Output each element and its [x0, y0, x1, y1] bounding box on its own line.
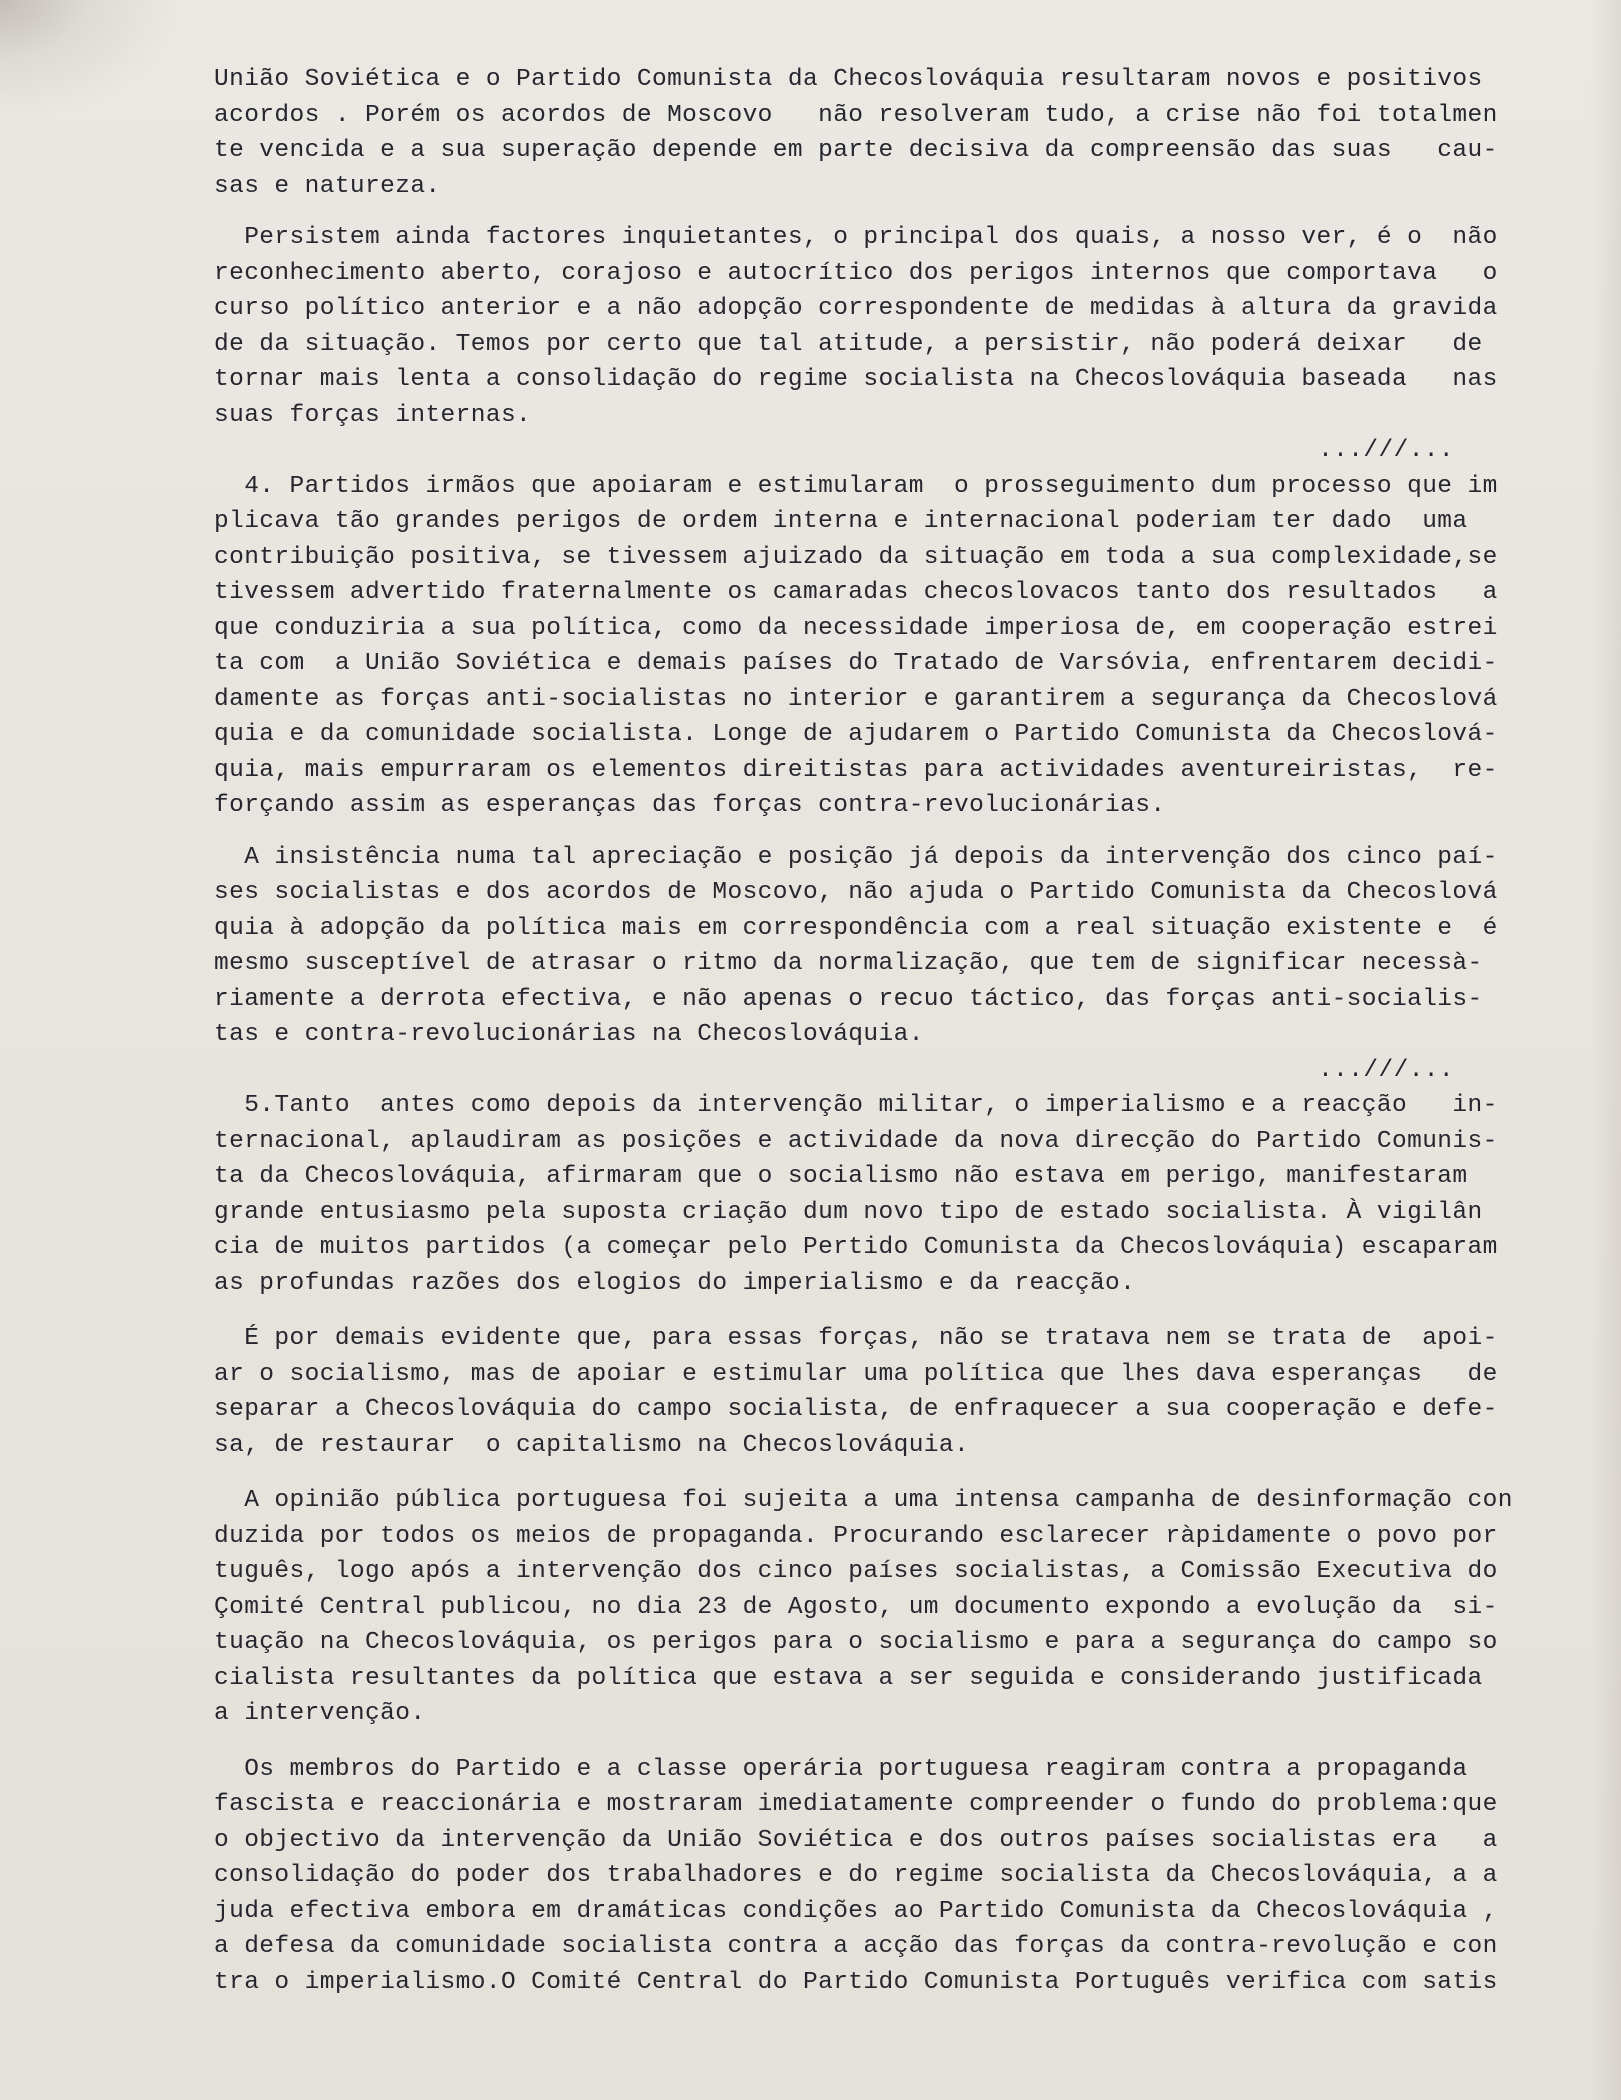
text-line: consolidação do poder dos trabalhadores e do regime socialista da Checoslováquia, a a [214, 1862, 1498, 1889]
text-line: ar o socialismo, mas de apoiar e estimular uma política que lhes dava esperanças de [214, 1360, 1498, 1388]
text-line: 4. Partidos irmãos que apoiaram e estimularam o prosseguimento dum processo que im [214, 472, 1498, 500]
text-line: damente as forças anti-socialistas no interior e garantirem a segurança da Checoslová [214, 685, 1498, 713]
text-line: grande entusiasmo pela suposta criação dum novo tipo de estado socialista. À vigilân [214, 1198, 1483, 1226]
text-line: ternacional, aplaudiram as posições e actividade da nova direcção do Partido Comunis- [214, 1127, 1498, 1155]
text-line: riamente a derrota efectiva, e não apenas o recuo táctico, das forças anti-socialis- [214, 985, 1483, 1013]
text-line: de da situação. Temos por certo que tal atitude, a persistir, não poderá deixar de [214, 330, 1483, 358]
text-line: tuguês, logo após a intervenção dos cinco países socialistas, a Comissão Executiva do [214, 1558, 1498, 1585]
text-line: quia à adopção da política mais em correspondência com a real situação existente e é [214, 914, 1498, 942]
text-line: ses socialistas e dos acordos de Moscovo, não ajuda o Partido Comunista da Checoslová [214, 879, 1498, 906]
text-line: quia, mais empurraram os elementos direitistas para actividades aventureiristas, re- [214, 756, 1498, 784]
text-line: sa, de restaurar o capitalismo na Checoslováquia. [214, 1431, 970, 1459]
paper-stain [0, 0, 180, 120]
text-line: te vencida e a sua superação depende em parte decisiva da compreensão das suas cau- [214, 137, 1498, 164]
text-line: duzida por todos os meios de propaganda. Procurando esclarecer ràpidamente o povo por [214, 1522, 1498, 1550]
text-line: juda efectiva embora em dramáticas condições ao Partido Comunista da Checoslováquia , [214, 1897, 1498, 1925]
text-line: ta da Checoslováquia, afirmaram que o socialismo não estava em perigo, manifestaram [214, 1163, 1468, 1190]
text-line: a defesa da comunidade socialista contra a acção das forças da contra-revolução e con [214, 1933, 1498, 1960]
text-line: tas e contra-revolucionárias na Checoslováquia. [214, 1021, 924, 1048]
text-line: cialista resultantes da política que estava a ser seguida e considerando justificada [214, 1664, 1483, 1692]
text-line: cia de muitos partidos (a começar pelo Pertido Comunista da Checoslováquia) escaparam [214, 1234, 1498, 1261]
text-line: A opinião pública portuguesa foi sujeita a uma intensa campanha de desinformação con [214, 1487, 1513, 1514]
paragraph [214, 1088, 1584, 1301]
text-line: acordos . Porém os acordos de Moscovo não resolveram tudo, a crise não foi totalmen [214, 101, 1498, 129]
paragraph [214, 1321, 1584, 1463]
text-line: tornar mais lenta a consolidação do regime socialista na Checoslováquia baseada nas [214, 366, 1498, 393]
text-line: ta com a União Soviética e demais países do Tratado de Varsóvia, enfrentarem decidi- [214, 650, 1498, 677]
paragraph [214, 840, 1584, 1053]
text-line: a intervenção. [214, 1700, 426, 1727]
text-line: reconhecimento aberto, corajoso e autocrítico dos perigos internos que comportava o [214, 259, 1498, 287]
text-line: fascista e reaccionária e mostraram imediatamente compreender o fundo do problema:que [214, 1791, 1498, 1818]
section-separator: ...///... [1318, 1056, 1454, 1084]
section-separator: ...///... [1318, 437, 1454, 464]
text-line: mesmo susceptível de atrasar o ritmo da normalização, que tem de significar necessà- [214, 950, 1483, 977]
text-line: Persistem ainda factores inquietantes, o principal dos quais, a nosso ver, é o não [214, 224, 1498, 251]
text-line: separar a Checoslováquia do campo socialista, de enfraquecer a sua cooperação e defe- [214, 1396, 1498, 1423]
paragraph [214, 1483, 1584, 1732]
text-line: Os membros do Partido e a classe operária portuguesa reagiram contra a propaganda [214, 1755, 1468, 1783]
text-line: A insistência numa tal apreciação e posição já depois da intervenção dos cinco paí- [214, 843, 1498, 871]
text-line: curso político anterior e a não adopção correspondente de medidas à altura da gravida [214, 295, 1498, 322]
text-line: suas forças internas. [214, 401, 532, 429]
text-line: as profundas razões dos elogios do imperialismo e da reacção. [214, 1269, 1136, 1297]
text-line: contribuição positiva, se tivessem ajuizado da situação em toda a sua complexidade,se [214, 543, 1498, 571]
text-line: que conduziria a sua política, como da necessidade imperiosa de, em cooperação estrei [214, 614, 1498, 642]
text-line: 5.Tanto antes como depois da intervenção militar, o imperialismo e a reacção in- [214, 1092, 1498, 1119]
text-line: forçando assim as esperanças das forças contra-revolucionárias. [214, 792, 1166, 819]
text-line: Çomité Central publicou, no dia 23 de Agosto, um documento expondo a evolução da si- [214, 1593, 1498, 1621]
text-line: tuação na Checoslováquia, os perigos para o socialismo e para a segurança do campo so [214, 1629, 1498, 1656]
text-line: União Soviética e o Partido Comunista da Checoslováquia resultaram novos e positivos [214, 66, 1483, 93]
paragraph [214, 220, 1584, 433]
text-line: quia e da comunidade socialista. Longe de ajudarem o Partido Comunista da Checoslová- [214, 721, 1498, 748]
text-line: É por demais evidente que, para essas forças, não se tratava nem se trata de apoi- [214, 1325, 1498, 1352]
typed-document [214, 62, 1584, 2000]
paragraph [214, 1752, 1584, 2001]
paragraph [214, 62, 1584, 204]
page-edge-shadow [1591, 0, 1621, 2100]
text-line: tivessem advertido fraternalmente os camaradas checoslovacos tanto dos resultados a [214, 579, 1498, 606]
text-line: plicava tão grandes perigos de ordem interna e internacional poderiam ter dado uma [214, 508, 1468, 535]
text-line: o objectivo da intervenção da União Soviética e dos outros países socialistas era a [214, 1826, 1498, 1854]
text-line: tra o imperialismo.O Comité Central do Partido Comunista Português verifica com satis [214, 1968, 1498, 1996]
text-line: sas e natureza. [214, 172, 441, 200]
paragraph [214, 469, 1584, 824]
